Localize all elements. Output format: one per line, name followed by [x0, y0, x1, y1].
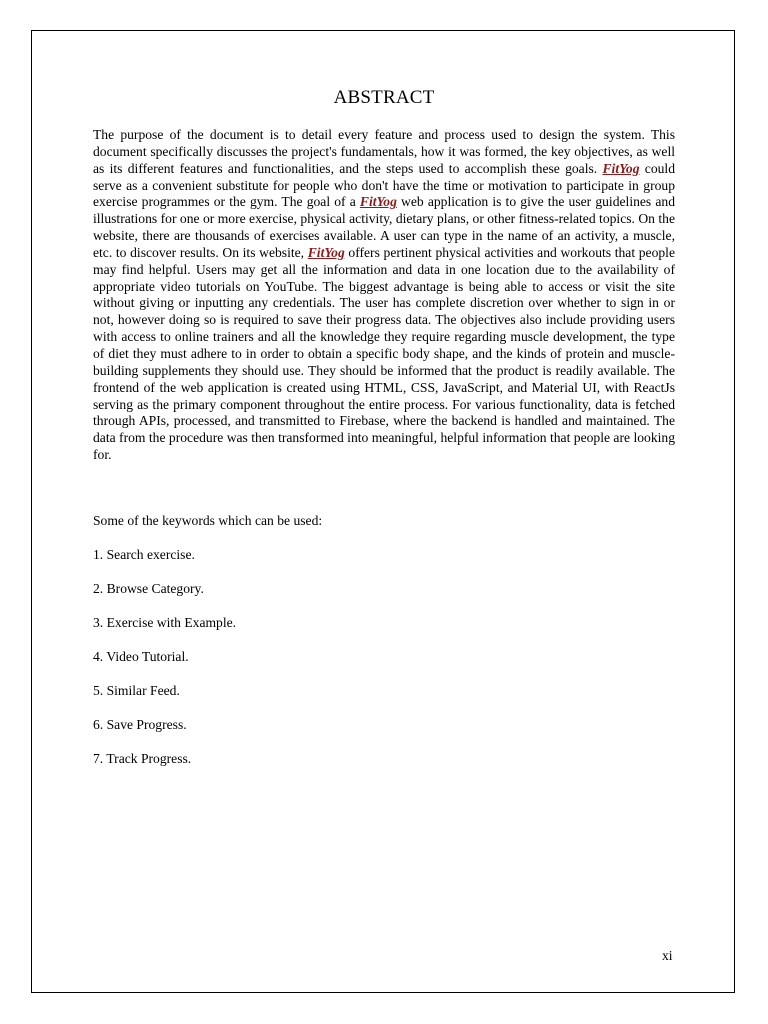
abstract-text-segment-2: could serve as a convenient substitute for people who don't have the time or motivation to participate in group exercise programmes or the gym. The goal of a	[93, 160, 675, 210]
keyword-item: 6. Save Progress.	[93, 717, 187, 732]
keyword-item: 1. Search exercise.	[93, 547, 195, 562]
keyword-list	[93, 546, 236, 784]
abstract-text-segment-4: offers pertinent physical activities and workouts that people may find helpful. Users may get all the information and data in one location due to the availability of appropriate video tutorials on YouTube. The biggest advantage is being able to access or visit the site without giving or inputting any credentials. The user has complete discretion over whether to sign in or not, however doing so is required to save their progress data. The objectives also include providing users with access to online trainers and all the knowledge they require regarding muscle development, the type of diet they must adhere to in order to obtain a specific body shape, and the kinds of protein and muscle-building supplements they should use. They should be informed that the product is readily available. The frontend of the web application is created using HTML, CSS, JavaScript, and Material UI, with ReactJs serving as the primary component throughout the entire process. For various functionality, data is fetched through APIs, processed, and transmitted to Firebase, where the backend is handled and maintained. The data from the procedure was then transformed into meaningful, helpful information that people are looking for.	[93, 244, 675, 463]
keyword-item: 5. Similar Feed.	[93, 683, 180, 698]
brand-name-fityog: FitYog	[307, 244, 345, 260]
brand-name-fityog: FitYog	[602, 160, 640, 176]
keyword-item: 4. Video Tutorial.	[93, 649, 189, 664]
abstract-paragraph	[93, 127, 675, 464]
abstract-text-segment-3: web application is to give the user guidelines and illustrations for one or more exercise, physical activity, dietary plans, or other fitness-related topics. On the website, there are thousands of exercises available. A user can type in the name of an activity, a muscle, etc. to discover results. On its website,	[93, 194, 675, 260]
keyword-item: 2. Browse Category.	[93, 581, 204, 596]
keywords-intro: Some of the keywords which can be used:	[93, 513, 323, 528]
keyword-item: 7. Track Progress.	[93, 751, 192, 766]
page-number: xi	[662, 948, 673, 963]
brand-name-fityog: FitYog	[359, 194, 397, 210]
abstract-heading: ABSTRACT	[333, 87, 435, 108]
abstract-text-segment-1: The purpose of the document is to detail every feature and process used to design the system. This document specifically discusses the project's fundamentals, how it was formed, the key objectives, as well as its different features and functionalities, and the steps used to accomplish these goals.	[93, 127, 675, 176]
keyword-item: 3. Exercise with Example.	[93, 615, 237, 630]
